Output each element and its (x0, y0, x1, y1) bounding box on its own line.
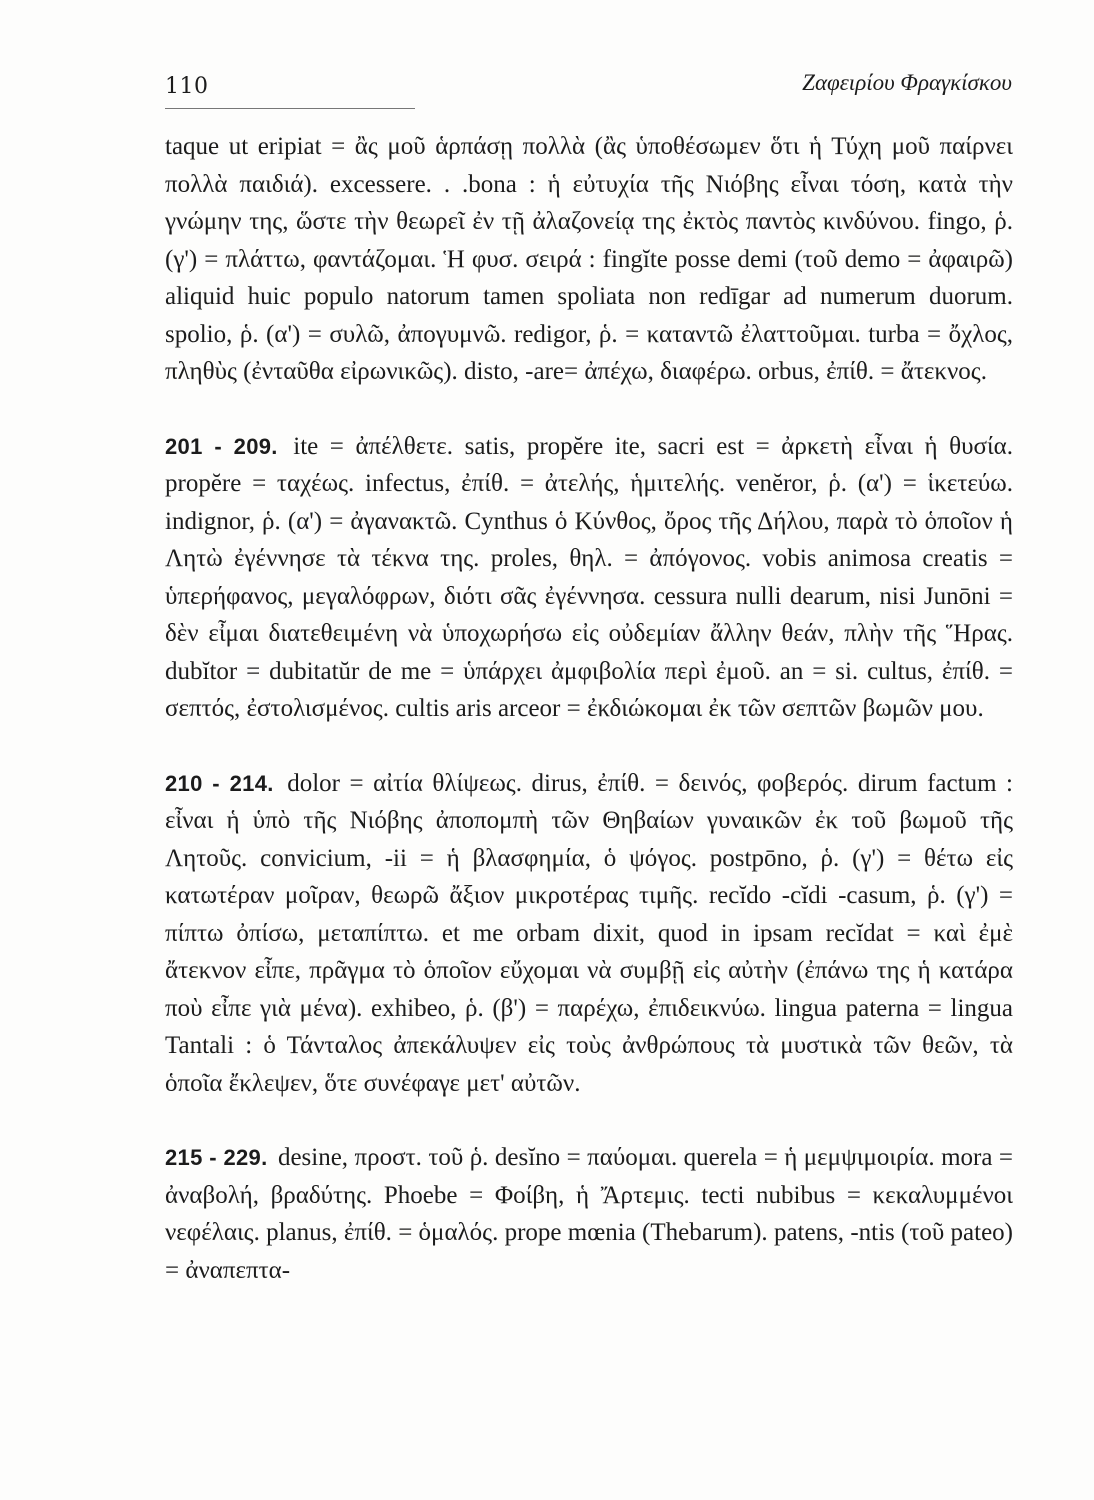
paragraph-201-209 (165, 428, 1013, 728)
verse-reference: 215 - 229. (165, 1145, 268, 1170)
paragraph-text: taque ut eripiat = ἂς μοῦ ἁρπάσῃ πολλὰ (ἂς ὑποθέσωμεν ὅτι ἡ Τύχη μοῦ παίρνει πολλὰ παιδιά). excessere. . .bona : ἡ εὐτυχία τῆς Νιόβης εἶναι τόση, κατὰ τὴν γνώμην της, ὥστε τὴν θεωρεῖ ἐν τῇ ἀλαζονείᾳ της ἐκτὸς παντὸς κινδύνου. fingo, ῥ. (γ') = πλάττω, φαντάζομαι. Ἡ φυσ. σειρά : fingĭte posse demi (τοῦ demo = ἀφαιρῶ) aliquid huic populo natorum tamen spoliata non redīgar ad numerum duorum. spolio, ῥ. (α') = συλῶ, ἀπογυμνῶ. redigor, ῥ. = καταντῶ ἐλαττοῦμαι. turba = ὄχλος, πληθὺς (ἐνταῦθα εἰρωνικῶς). disto, -are= ἀπέχω, διαφέρω. orbus, ἐπίθ. = ἄτεκνος. (165, 133, 1013, 385)
paragraph-text: desine, προστ. τοῦ ῥ. desĭno = παύομαι. querela = ἡ μεμψιμοιρία. mora = ἀναβολή, βραδύτης. Phoebe = Φοίβη, ἡ Ἄρτεμις. tecti nubibus = κεκαλυμμένοι νεφέλαις. planus, ἐπίθ. = ὁμαλός. prope mœnia (Thebarum). patens, -ntis (τοῦ pateo) = ἀναπεπτα- (165, 1144, 1013, 1284)
page-number: 110 (165, 74, 209, 99)
paragraph-text: ite = ἀπέλθετε. satis, propĕre ite, sacri est = ἀρκετὴ εἶναι ἡ θυσία. propĕre = ταχέως. infectus, ἐπίθ. = ἀτελής, ἡμιτελής. venĕror, ῥ. (α') = ἱκετεύω. indignor, ῥ. (α') = ἀγανακτῶ. Cynthus ὁ Κύνθος, ὄρος τῆς Δήλου, παρὰ τὸ ὁποῖον ἡ Λητὼ ἐγέννησε τὰ τέκνα της. proles, θηλ. = ἀπόγονος. vobis animosa creatis = ὑπερήφανος, μεγαλόφρων, διότι σᾶς ἐγέννησα. cessura nulli dearum, nisi Junōni = δὲν εἶμαι διατεθειμένη νὰ ὑποχωρήσω εἰς οὐδεμίαν ἄλλην θεάν, πλὴν τῆς Ἥρας. dubĭtor = dubitatŭr de me = ὑπάρχει ἀμφιβολία περὶ ἐμοῦ. an = si. cultus, ἐπίθ. = σεπτός, ἐστολισμένος. cultis aris arceor = ἐκδιώκομαι ἐκ τῶν σεπτῶν βωμῶν μου. (165, 432, 1014, 722)
running-head: Ζαφειρίου Φραγκίσκου (802, 70, 1012, 95)
verse-reference: 201 - 209. (165, 433, 278, 459)
paragraph-210-214 (165, 765, 1013, 1103)
paragraph-intro (165, 128, 1013, 391)
header-rule (165, 108, 415, 109)
paragraph-215-229 (165, 1139, 1013, 1289)
verse-reference: 210 - 214. (165, 770, 274, 796)
paragraph-text: dolor = αἰτία θλίψεως. dirus, ἐπίθ. = δεινός, φοβερός. dirum factum : εἶναι ἡ ὑπὸ τῆς Νιόβης ἀποπομπὴ τῶν Θηβαίων γυναικῶν ἐκ τοῦ βωμοῦ τῆς Λητοῦς. convicium, -ii = ἡ βλασφημία, ὁ ψόγος. postpōno, ῥ. (γ') = θέτω εἰς κατωτέραν μοῖραν, θεωρῶ ἄξιον μικροτέρας τιμῆς. recĭdo -cĭdi -casum, ῥ. (γ') = πίπτω ὀπίσω, μεταπίπτω. et me orbam dixit, quod in ipsam recĭdat = καὶ ἐμὲ ἄτεκνον εἶπε, πρᾶγμα τὸ ὁποῖον εὔχομαι νὰ συμβῇ εἰς αὐτὴν (ἐπάνω της ἡ κατάρα ποὺ εἶπε γιὰ μένα). exhibeo, ῥ. (β') = παρέχω, ἐπιδεικνύω. lingua paterna = lingua Tantali : ὁ Τάνταλος ἀπεκάλυψεν εἰς τοὺς ἀνθρώπους τὰ μυστικὰ τῶν θεῶν, τὰ ὁποῖα ἔκλεψεν, ὅτε συνέφαγε μετ' αὐτῶν. (165, 769, 1013, 1097)
body-text (165, 128, 1013, 1289)
